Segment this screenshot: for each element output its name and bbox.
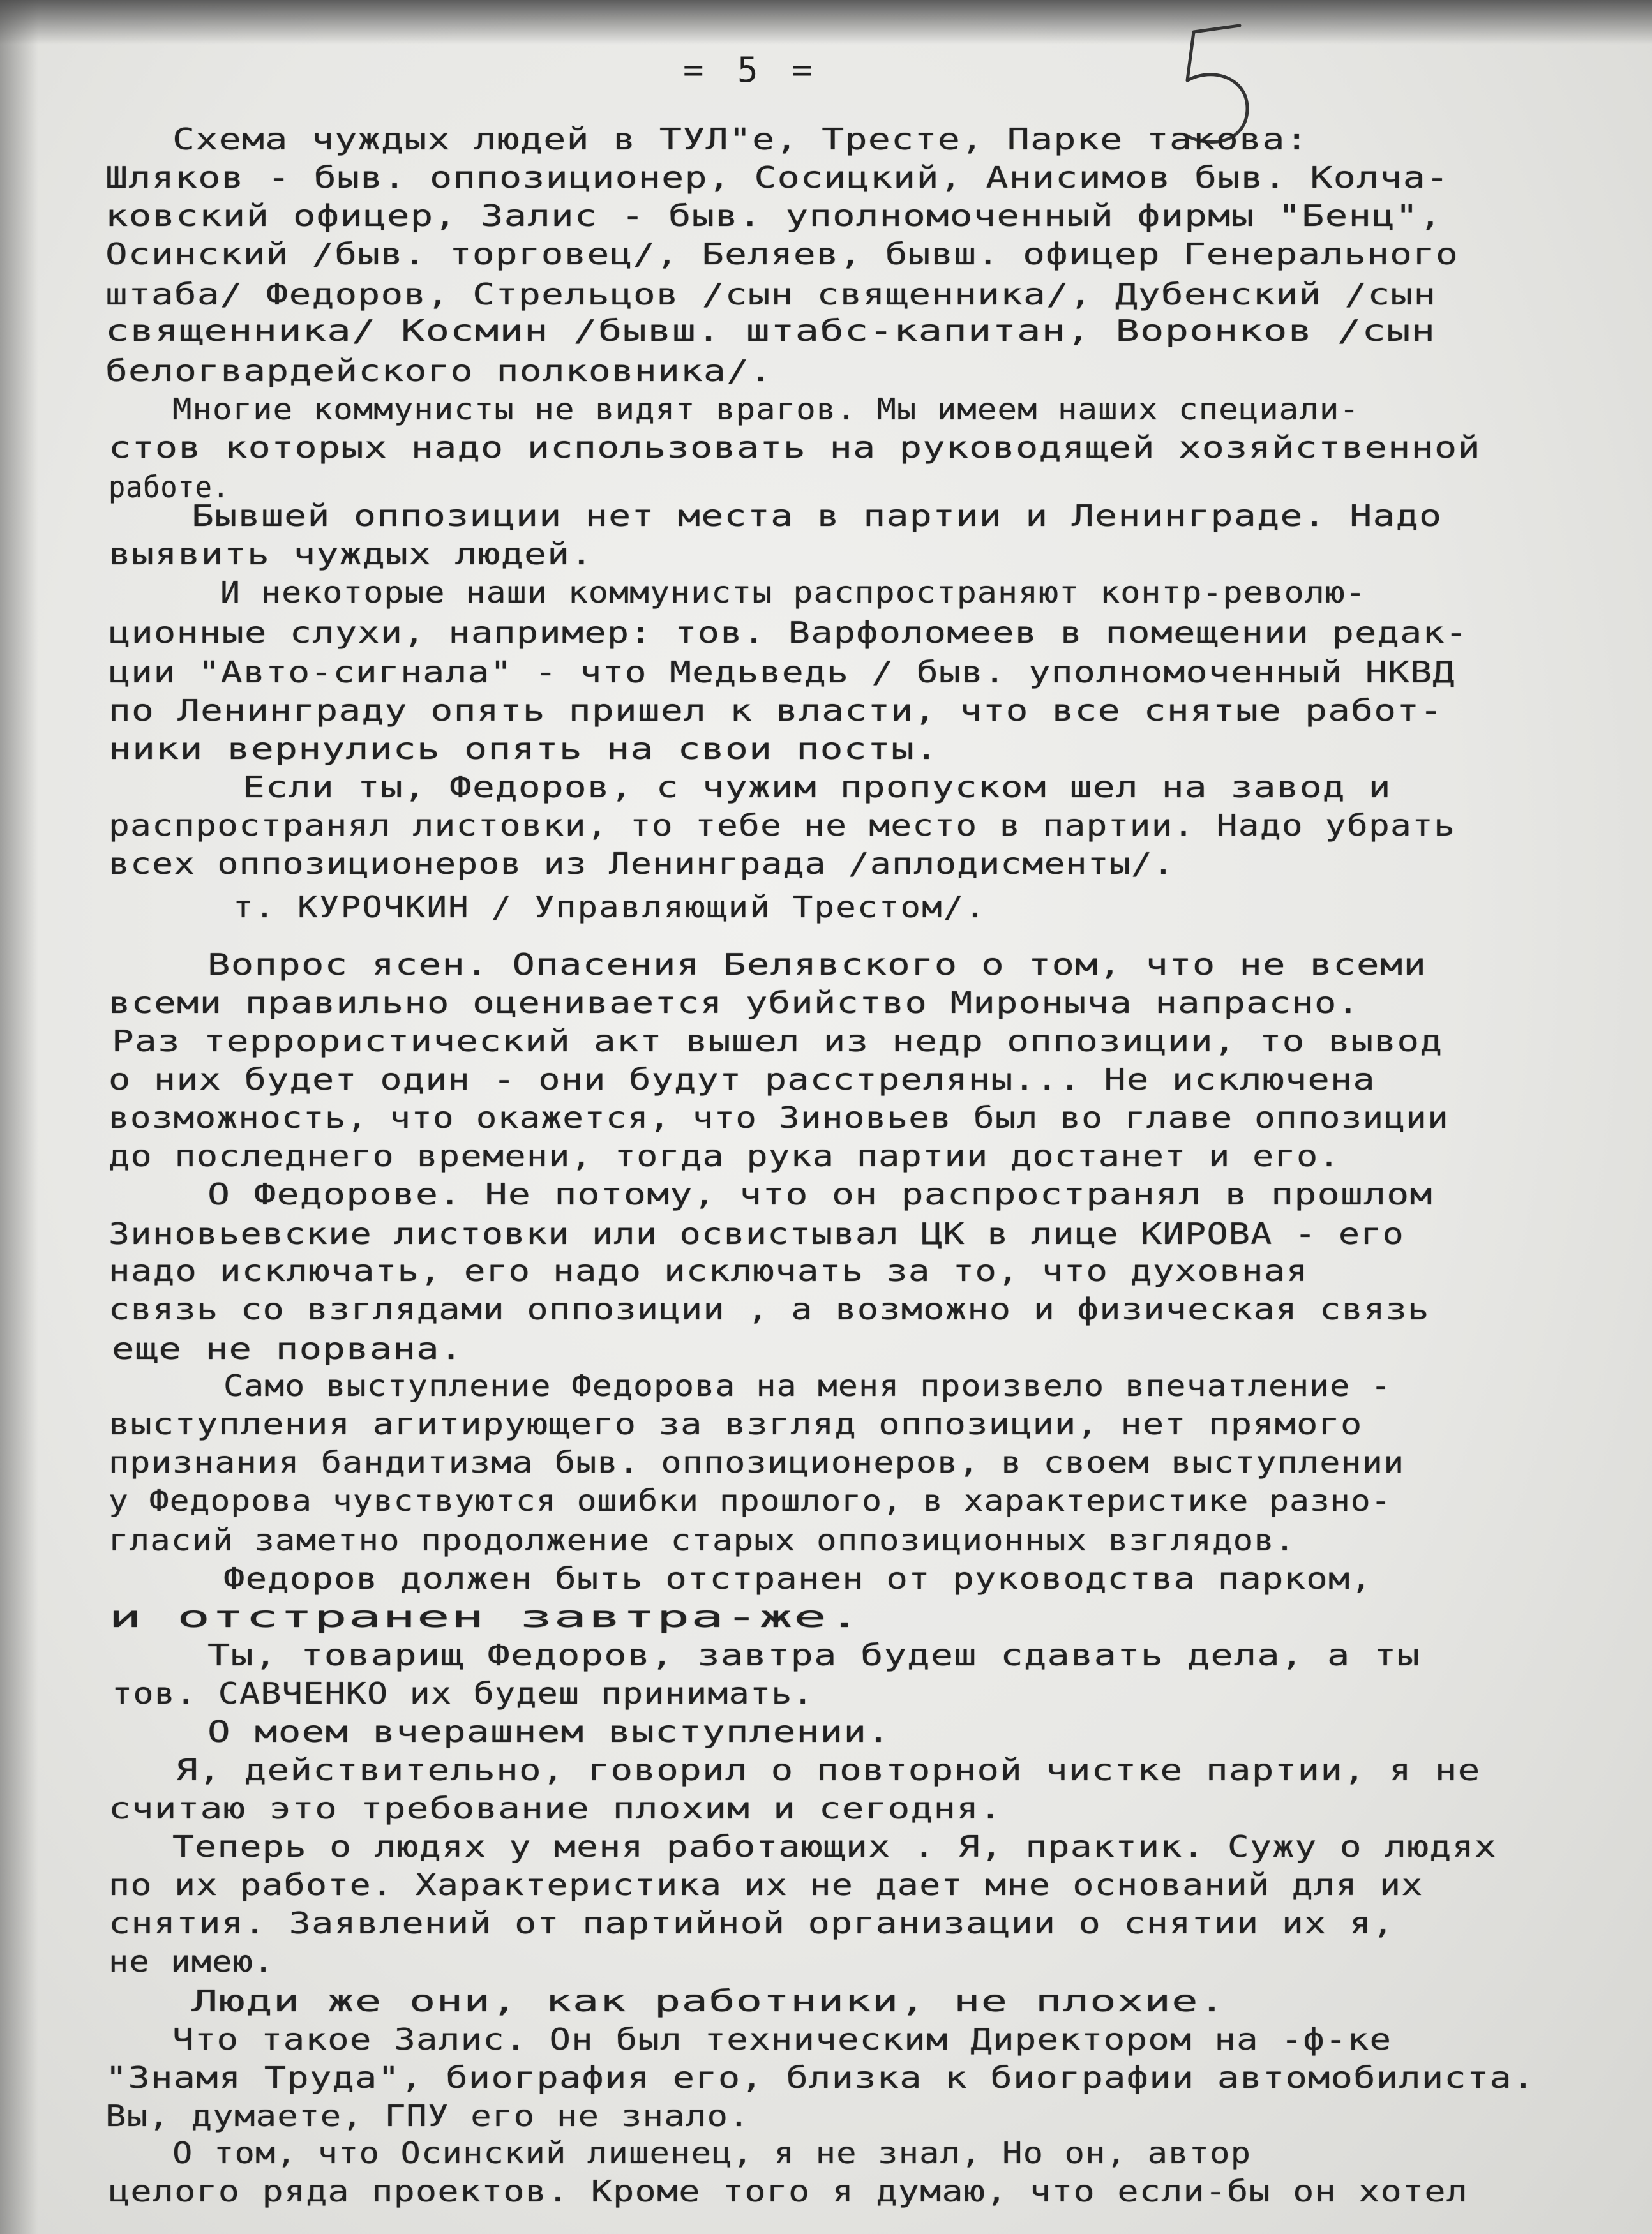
text-line: ковский офицер, Залис - быв. уполномоченный фирмы "Бенц",	[105, 199, 1443, 233]
text-line: Осинский /быв. торговец/, Беляев, бывш. офицер Генерального	[105, 237, 1459, 271]
text-line: Вопрос ясен. Опасения Белявского о том, что не всеми	[207, 947, 1427, 982]
text-line: О Федорове. Не потому, что он распространял в прошлом	[207, 1177, 1433, 1211]
text-line: священника/ Космин /бывш. штабс-капитан, Воронков /сын	[105, 313, 1436, 348]
text-line: стов которых надо использовать на руководящей хозяйственной	[109, 430, 1481, 465]
text-line: ции "Авто-сигнала" - что Медьведь / быв. уполномоченный НКВД	[109, 655, 1455, 689]
text-line: гласий заметно продолжение старых оппозиционных взглядов.	[109, 1523, 1296, 1557]
text-line: распространял листовки, то тебе не место в партии. Надо убрать	[109, 808, 1456, 843]
text-line: всех оппозиционеров из Ленинграда /аплодисменты/.	[109, 846, 1175, 881]
text-line: Я, действительно, говорил о повторной чистке партии, я не	[176, 1753, 1481, 1787]
text-line: белогвардейского полковника/.	[105, 354, 773, 388]
text-line: тов. САВЧЕНКО их будеш принимать.	[112, 1676, 814, 1711]
text-line: штаба/ Федоров, Стрельцов /сын священника/, Дубенский /сын	[105, 277, 1437, 311]
text-line: признания бандитизма быв. оппозиционеров, в своем выступлении	[109, 1445, 1405, 1480]
text-line: о них будет один - они будут расстреляны... Не исключена	[109, 1062, 1376, 1097]
text-line: ционные слухи, например: тов. Варфоломеев в помещении редак-	[109, 615, 1468, 650]
speaker-heading: т. КУРОЧКИН / Управляющий Трестом/.	[233, 890, 987, 924]
text-line: Шляков - быв. оппозиционер, Сосицкий, Анисимов быв. Колча-	[105, 160, 1450, 195]
text-line: считаю это требование плохим и сегодня.	[109, 1791, 1003, 1825]
text-line: Если ты, Федоров, с чужим пропуском шел на завод и	[243, 770, 1392, 804]
text-line: О том, что Осинский лишенец, я не знал, Но он, автор	[172, 2136, 1252, 2170]
text-line: Зиновьевские листовки или освистывал ЦК в лице КИРОВА - его	[109, 1217, 1405, 1251]
text-line: И некоторые наши коммунисты распространяют контр-револю-	[220, 575, 1366, 610]
text-line: связь со взглядами оппозиции , а возможно и физическая связь	[109, 1292, 1430, 1326]
page-number: = 5 =	[683, 50, 819, 90]
text-line: Бывшей оппозиции нет места в партии и Ленинграде. Надо	[191, 499, 1443, 533]
text-line: Федоров должен быть отстранен от руководства парком,	[223, 1561, 1373, 1596]
text-line: целого ряда проектов. Кроме того я думаю, что если-бы он хотел	[109, 2174, 1469, 2208]
text-line: по их работе. Характеристика их не дает мне оснований для их	[109, 1868, 1423, 1902]
text-line: "Знамя Труда", биография его, близка к биографии автомобилиста.	[105, 2060, 1535, 2095]
text-line: Схема чуждых людей в ТУЛ"е, Тресте, Парке такова:	[172, 122, 1309, 156]
text-line: Теперь о людях у меня работающих . Я, практик. Сужу о людях	[172, 1829, 1497, 1864]
text-line: Вы, думаете, ГПУ его не знало.	[105, 2099, 750, 2133]
text-line: выступления агитирующего за взгляд оппозиции, нет прямого	[109, 1407, 1363, 1441]
text-line: еще не порвана.	[112, 1331, 463, 1366]
text-line: и отстранен завтра-же.	[109, 1600, 862, 1634]
text-line: ники вернулись опять на свои посты.	[109, 731, 939, 766]
text-line: Само выступление Федорова на меня произвело впечатление -	[223, 1368, 1392, 1403]
text-line: возможность, что окажется, что Зиновьев был во главе оппозиции	[109, 1100, 1450, 1135]
text-line: Что такое Залис. Он был техническим Директором на -ф-ке	[172, 2022, 1392, 2057]
text-line: Многие коммунисты не видят врагов. Мы имеем наших специали-	[172, 392, 1360, 426]
text-line: до последнего времени, тогда рука партии достанет и его.	[109, 1139, 1340, 1173]
text-line: у Федорова чувствуются ошибки прошлого, в характеристике разно-	[109, 1483, 1392, 1518]
text-line: по Ленинграду опять пришел к власти, что все снятые работ-	[109, 693, 1443, 728]
text-line: снятия. Заявлений от партийной организации о снятии их я,	[109, 1906, 1395, 1940]
text-line: О моем вчерашнем выступлении.	[207, 1714, 891, 1749]
text-line: Ты, товарищ Федоров, завтра будеш сдавать дела, а ты	[207, 1638, 1421, 1672]
text-line: выявить чуждых людей.	[109, 537, 594, 571]
text-line: не имею.	[109, 1944, 274, 1979]
text-line: Раз террористический акт вышел из недр оппозиции, то вывод	[112, 1024, 1443, 1058]
text-line: Люди же они, как работники, не плохие.	[191, 1984, 1226, 2018]
text-line: всеми правильно оценивается убийство Мироныча напрасно.	[109, 986, 1360, 1020]
text-line: надо исключать, его надо исключать за то, что духовная	[109, 1254, 1309, 1288]
text-line: работе.	[109, 470, 230, 504]
